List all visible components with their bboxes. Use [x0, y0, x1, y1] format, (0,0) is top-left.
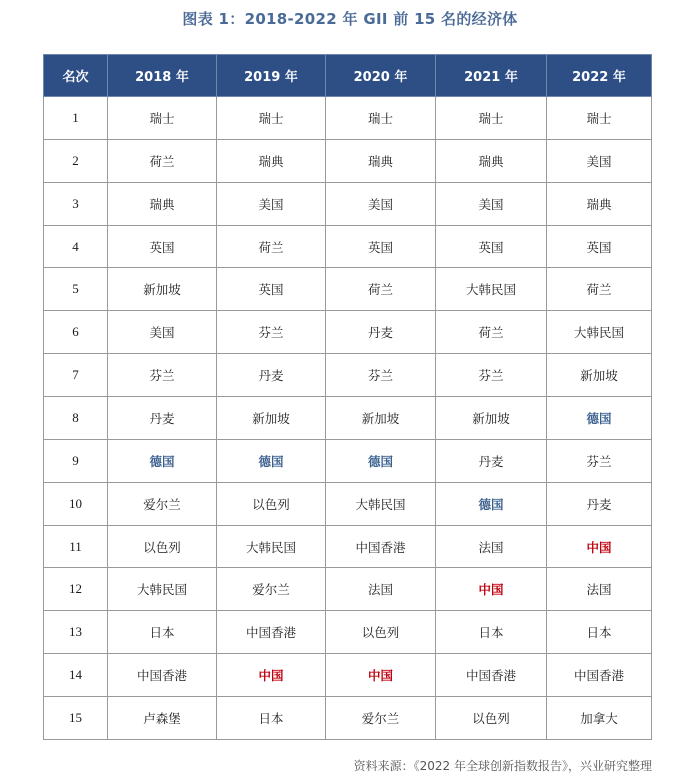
economy-cell: 英国	[326, 225, 436, 268]
economy-cell: 中国香港	[436, 654, 547, 697]
economy-cell: 中国香港	[547, 654, 652, 697]
rank-cell: 15	[44, 697, 108, 740]
economy-cell: 德国	[108, 439, 217, 482]
economy-cell: 美国	[326, 182, 436, 225]
economy-cell: 新加坡	[217, 397, 326, 440]
economy-cell: 德国	[436, 482, 547, 525]
economy-cell: 丹麦	[547, 482, 652, 525]
economy-cell: 日本	[547, 611, 652, 654]
rank-cell: 12	[44, 568, 108, 611]
economy-cell: 瑞士	[326, 97, 436, 140]
economy-cell: 英国	[217, 268, 326, 311]
economy-cell: 荷兰	[217, 225, 326, 268]
economy-cell: 美国	[436, 182, 547, 225]
table-row	[44, 697, 652, 740]
economy-cell: 新加坡	[547, 354, 652, 397]
economy-cell: 大韩民国	[217, 525, 326, 568]
table-row	[44, 654, 652, 697]
header-2021: 2021 年	[436, 55, 547, 97]
economy-cell: 日本	[436, 611, 547, 654]
economy-cell: 美国	[217, 182, 326, 225]
economy-cell: 瑞典	[547, 182, 652, 225]
header-rank: 名次	[44, 55, 108, 97]
economy-cell: 瑞典	[217, 139, 326, 182]
economy-cell: 瑞典	[436, 139, 547, 182]
economy-cell: 瑞典	[108, 182, 217, 225]
economy-cell: 芬兰	[108, 354, 217, 397]
table-row	[44, 354, 652, 397]
economy-cell: 爱尔兰	[326, 697, 436, 740]
rank-cell: 11	[44, 525, 108, 568]
economy-cell: 德国	[547, 397, 652, 440]
rank-cell: 6	[44, 311, 108, 354]
economy-cell: 大韩民国	[547, 311, 652, 354]
table-body	[44, 97, 652, 740]
economy-cell: 日本	[217, 697, 326, 740]
table-header-row	[44, 55, 652, 97]
header-2020: 2020 年	[326, 55, 436, 97]
economy-cell: 中国香港	[326, 525, 436, 568]
economy-cell: 以色列	[326, 611, 436, 654]
economy-cell: 英国	[436, 225, 547, 268]
economy-cell: 爱尔兰	[217, 568, 326, 611]
economy-cell: 瑞士	[547, 97, 652, 140]
economy-cell: 以色列	[217, 482, 326, 525]
economy-cell: 丹麦	[217, 354, 326, 397]
economy-cell: 日本	[108, 611, 217, 654]
economy-cell: 中国香港	[108, 654, 217, 697]
header-2019: 2019 年	[217, 55, 326, 97]
economy-cell: 美国	[108, 311, 217, 354]
table-row	[44, 182, 652, 225]
economy-cell: 中国	[436, 568, 547, 611]
economy-cell: 丹麦	[436, 439, 547, 482]
economy-cell: 芬兰	[436, 354, 547, 397]
rank-cell: 13	[44, 611, 108, 654]
table-row	[44, 139, 652, 182]
table-row	[44, 311, 652, 354]
economy-cell: 芬兰	[217, 311, 326, 354]
economy-cell: 美国	[547, 139, 652, 182]
table-row	[44, 225, 652, 268]
economy-cell: 瑞士	[436, 97, 547, 140]
economy-cell: 荷兰	[436, 311, 547, 354]
economy-cell: 中国	[326, 654, 436, 697]
economy-cell: 芬兰	[326, 354, 436, 397]
economy-cell: 新加坡	[326, 397, 436, 440]
table-row	[44, 482, 652, 525]
economy-cell: 英国	[108, 225, 217, 268]
economy-cell: 德国	[326, 439, 436, 482]
table-row	[44, 97, 652, 140]
economy-cell: 德国	[217, 439, 326, 482]
economy-cell: 爱尔兰	[108, 482, 217, 525]
economy-cell: 荷兰	[108, 139, 217, 182]
rank-cell: 2	[44, 139, 108, 182]
economy-cell: 中国	[217, 654, 326, 697]
economy-cell: 荷兰	[547, 268, 652, 311]
economy-cell: 瑞典	[326, 139, 436, 182]
rank-cell: 8	[44, 397, 108, 440]
rank-cell: 14	[44, 654, 108, 697]
rank-cell: 9	[44, 439, 108, 482]
page-title: 图表 1：2018-2022 年 GII 前 15 名的经济体	[182, 10, 518, 28]
table-row	[44, 525, 652, 568]
economy-cell: 芬兰	[547, 439, 652, 482]
economy-cell: 法国	[547, 568, 652, 611]
economy-cell: 法国	[326, 568, 436, 611]
economy-cell: 丹麦	[326, 311, 436, 354]
source-note: 资料来源：《2022 年全球创新指数报告》，兴业研究整理	[353, 759, 652, 773]
table-row	[44, 268, 652, 311]
economy-cell: 丹麦	[108, 397, 217, 440]
rank-cell: 1	[44, 97, 108, 140]
economy-cell: 中国	[547, 525, 652, 568]
rank-cell: 4	[44, 225, 108, 268]
rank-cell: 5	[44, 268, 108, 311]
economy-cell: 以色列	[108, 525, 217, 568]
economy-cell: 法国	[436, 525, 547, 568]
economy-cell: 大韩民国	[436, 268, 547, 311]
economy-cell: 中国香港	[217, 611, 326, 654]
economy-cell: 卢森堡	[108, 697, 217, 740]
rank-cell: 3	[44, 182, 108, 225]
table-row	[44, 611, 652, 654]
table-row	[44, 397, 652, 440]
header-2022: 2022 年	[547, 55, 652, 97]
economy-cell: 英国	[547, 225, 652, 268]
gii-ranking-table	[43, 54, 652, 740]
economy-cell: 新加坡	[436, 397, 547, 440]
economy-cell: 瑞士	[108, 97, 217, 140]
header-2018: 2018 年	[108, 55, 217, 97]
economy-cell: 新加坡	[108, 268, 217, 311]
economy-cell: 加拿大	[547, 697, 652, 740]
table-row	[44, 568, 652, 611]
economy-cell: 大韩民国	[326, 482, 436, 525]
economy-cell: 大韩民国	[108, 568, 217, 611]
rank-cell: 7	[44, 354, 108, 397]
economy-cell: 荷兰	[326, 268, 436, 311]
rank-cell: 10	[44, 482, 108, 525]
table-row	[44, 439, 652, 482]
economy-cell: 以色列	[436, 697, 547, 740]
economy-cell: 瑞士	[217, 97, 326, 140]
